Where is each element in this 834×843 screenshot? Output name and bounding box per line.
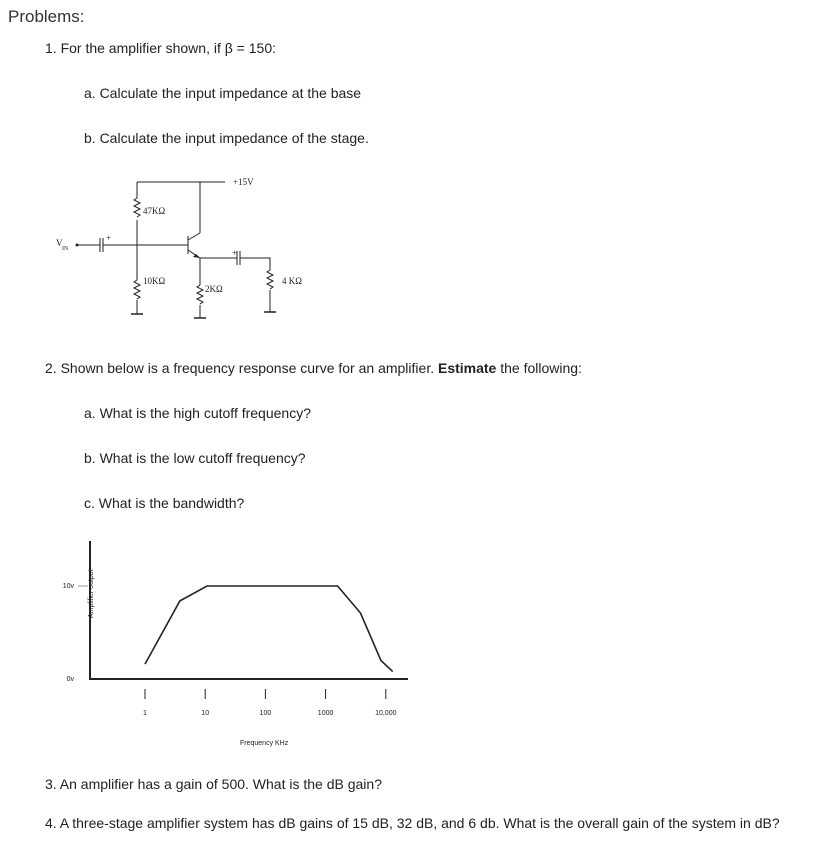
question-2 (45, 360, 582, 376)
supply-label: +15V (233, 177, 254, 187)
cap-plus: + (106, 233, 112, 243)
chart-axes (90, 541, 408, 679)
page-title: Problems: (8, 7, 85, 26)
re-label: 2KΩ (205, 284, 223, 294)
frequency-response-chart (63, 541, 408, 747)
x-tick-label: 10 (201, 710, 210, 717)
vin-label: V (56, 238, 63, 248)
question-4: 4. A three-stage amplifier system has dB gains of 15 dB, 32 dB, and 6 db. What is the overall gain of the system in dB? (45, 815, 780, 831)
y-tick-label: 10v (62, 583, 74, 590)
question-2c: c. What is the bandwidth? (84, 495, 245, 511)
resistor-10k (134, 280, 140, 299)
rl-label: 4 KΩ (282, 276, 302, 286)
question-2b: b. What is the low cutoff frequency? (84, 450, 306, 466)
r1-label: 47KΩ (143, 206, 166, 216)
resistor-47k (134, 198, 140, 217)
question-1b: b. Calculate the input impedance of the stage. (84, 130, 369, 146)
x-axis-label: Frequency KHz (240, 740, 289, 747)
x-tick-label: 10,000 (375, 710, 397, 717)
x-tick-label: 100 (259, 710, 272, 717)
x-tick-label: 1 (143, 710, 147, 717)
response-curve (145, 586, 393, 672)
resistor-2k (197, 285, 203, 304)
resistor-4k (267, 270, 273, 289)
q2-bold: Estimate (437, 360, 497, 376)
question-1: 1. For the amplifier shown, if β = 150: (45, 40, 276, 56)
question-1a: a. Calculate the input impedance at the base (84, 85, 362, 101)
cap-plus-out: + (232, 248, 238, 258)
r2-label: 10KΩ (143, 276, 166, 286)
question-3: 3. An amplifier has a gain of 500. What is the dB gain? (45, 776, 382, 792)
q2-text: 2. Shown below is a frequency response curve for an amplifier. (45, 360, 438, 376)
question-2a: a. What is the high cutoff frequency? (84, 405, 311, 421)
x-tick-label: 1000 (317, 710, 334, 717)
vin-subscript: IN (62, 246, 69, 252)
y-axis-label: Amplifier output (88, 569, 95, 618)
y-tick-label: 0v (66, 676, 74, 683)
q2-text-post: the following: (496, 360, 582, 376)
